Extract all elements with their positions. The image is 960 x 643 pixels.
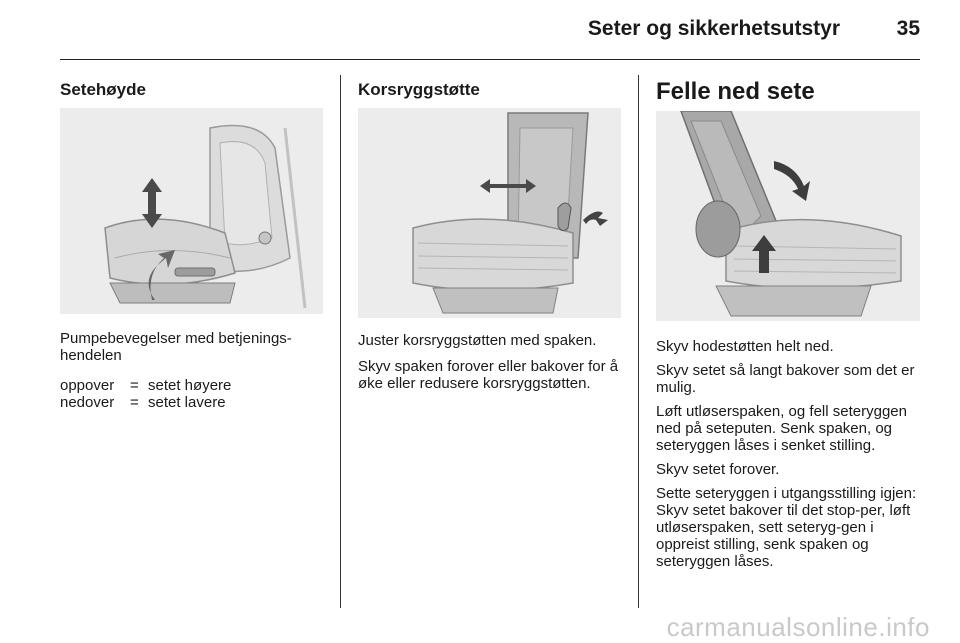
- lumbar-paragraph: Juster korsryggstøtten med spaken.: [358, 332, 597, 349]
- fold-seat-paragraph: Skyv setet forover.: [656, 461, 780, 478]
- definition-separator: =: [130, 377, 139, 394]
- lumbar-support-lever-illustration-icon: [358, 108, 621, 318]
- fold-seat-paragraph: Løft utløserspaken, og fell seteryggen ned på seteputen. Senk spaken, og seteryggen låses i senket stilling.: [656, 403, 907, 454]
- definition-meaning: setet høyere: [148, 377, 232, 394]
- definition-row: [60, 377, 231, 394]
- definition-term: nedover: [60, 394, 115, 411]
- seat-height-lever-illustration-icon: [60, 108, 323, 314]
- fold-seat-illustration-icon: [656, 111, 920, 321]
- definition-separator: =: [130, 394, 139, 411]
- lumbar-support-text: [358, 332, 626, 399]
- column-divider-2: [638, 75, 639, 608]
- lumbar-support-illustration: [358, 108, 621, 318]
- section-heading-lumbar-support: Korsryggstøtte: [358, 80, 480, 99]
- seat-height-illustration: [60, 108, 323, 314]
- fold-seat-paragraph: Skyv hodestøtten helt ned.: [656, 338, 834, 355]
- seat-height-definitions: [60, 377, 231, 411]
- watermark: carmanualsonline.info: [666, 612, 930, 642]
- section-heading-seat-height: Setehøyde: [60, 80, 146, 99]
- fold-seat-paragraph: Sette seteryggen i utgangsstilling igjen: Skyv setet bakover til det stop-per, løft utløserspaken, sett seteryg-gen i oppreist stilling, senk spaken og seteryggen låses.: [656, 485, 917, 570]
- seat-height-intro-line2: hendelen: [60, 347, 122, 364]
- fold-seat-text: [656, 338, 924, 577]
- definition-row: [60, 394, 231, 411]
- header-rule: [60, 59, 920, 60]
- section-heading-fold-seat: Felle ned sete: [656, 78, 815, 105]
- seat-height-intro-line1: Pumpebevegelser med betjenings-: [60, 330, 292, 347]
- lumbar-paragraph: Skyv spaken forover eller bakover for å øke eller redusere korsryggstøtten.: [358, 358, 619, 392]
- running-header-title: Seter og sikkerhetsutstyr: [587, 17, 840, 40]
- fold-seat-paragraph: Skyv setet så langt bakover som det er mulig.: [656, 362, 915, 396]
- column-divider-1: [340, 75, 341, 608]
- page-number: 35: [896, 17, 920, 40]
- seat-height-text: [60, 330, 328, 411]
- definition-term: oppover: [60, 377, 115, 394]
- definition-meaning: setet lavere: [148, 394, 226, 411]
- fold-seat-illustration: [656, 111, 920, 321]
